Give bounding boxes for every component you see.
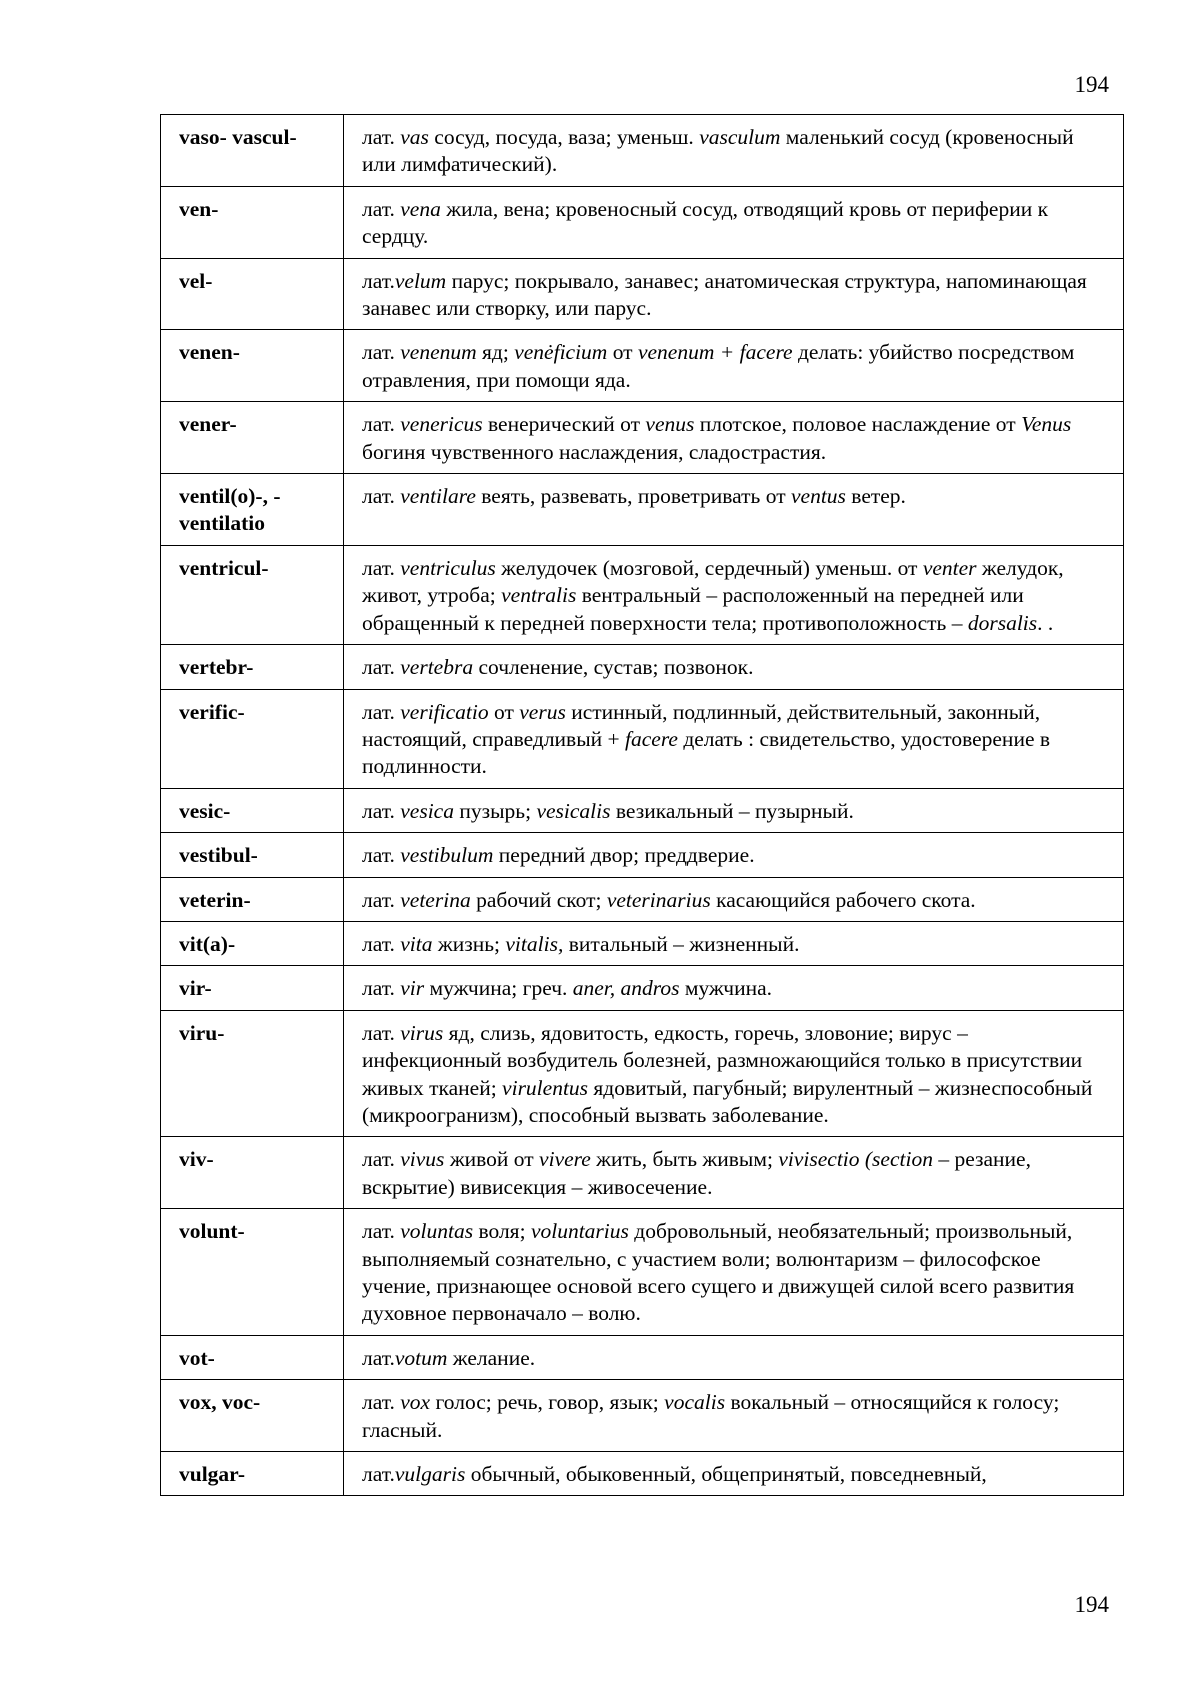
definition-latin-term: vasculum (699, 125, 781, 149)
definition-text: желудок, живот, утроба; (362, 555, 1064, 608)
definition-text: лат. (362, 412, 401, 437)
definition-latin-term: vir (400, 976, 425, 1001)
table-row (161, 186, 1124, 258)
entry-definition (344, 1380, 1124, 1452)
definition-text: резание, вскрытие) вивисекция – живосечение. (362, 1147, 1031, 1199)
definition-text: сочленение, сустав; позвонок. (473, 655, 754, 680)
table-row (161, 1452, 1124, 1496)
table-row (161, 877, 1124, 921)
definition-latin-term: venus (645, 412, 695, 437)
table-row (161, 645, 1124, 689)
table-row (161, 115, 1124, 187)
definition-latin-term: vivus (400, 1147, 445, 1172)
definition-latin-term: venericus (400, 412, 483, 437)
entry-term: vot- (161, 1335, 344, 1379)
definition-text: лат. (362, 798, 401, 823)
page-number-top: 194 (1074, 72, 1109, 97)
definition-text: лат. (362, 1020, 401, 1045)
entry-definition (344, 1452, 1124, 1496)
definition-text: вокальный – относящийся к голосу; гласный. (362, 1390, 1060, 1442)
definition-latin-term: verificatio (400, 699, 489, 724)
entry-definition (344, 921, 1124, 965)
table-row (161, 966, 1124, 1010)
entry-term: ventricul- (161, 545, 344, 644)
definition-latin-term: vita (400, 931, 433, 956)
entry-term: veterin- (161, 877, 344, 921)
entry-definition (344, 645, 1124, 689)
definition-text: ядовитый, пагубный; вирулентный – жизнеспособный (микроогранизм), способный вызвать заболевание. (362, 1075, 1093, 1127)
definition-text: лат. (362, 196, 401, 221)
entry-term: vener- (161, 402, 344, 474)
definition-latin-term: vivere (539, 1147, 591, 1172)
definition-latin-term: velum (394, 268, 447, 293)
entry-definition (344, 186, 1124, 258)
definition-latin-term: vena (400, 196, 441, 221)
entry-definition (344, 689, 1124, 788)
entry-term: vox, voc- (161, 1380, 344, 1452)
definition-text: лат. (362, 268, 395, 293)
table-row (161, 402, 1124, 474)
definition-text: богиня чувственного наслаждения, сладострастия. (362, 439, 827, 464)
table-row (161, 689, 1124, 788)
entry-definition (344, 966, 1124, 1010)
definition-text: жила, вена; кровеносный сосуд, отводящий кровь от периферии к сердцу. (362, 196, 1049, 249)
entry-term: volunt- (161, 1209, 344, 1336)
definition-text: вентральный – расположенный на передней или обращенный к передней поверхности тела; противоположность – (362, 583, 1024, 635)
definition-text: лат. (362, 125, 401, 149)
definition-text: воля; (473, 1219, 531, 1244)
definition-text: желудочек (мозговой, сердечный) уменьш. от (495, 555, 923, 580)
definition-text: ветер. (845, 484, 906, 509)
definition-text: лат. (362, 1147, 401, 1172)
entry-term: vestibul- (161, 833, 344, 877)
entry-definition (344, 1137, 1124, 1209)
table-row (161, 258, 1124, 330)
definition-text: желание. (447, 1345, 536, 1370)
entry-term: vaso- vascul- (161, 115, 344, 187)
definition-latin-term: veterina (400, 887, 471, 912)
entry-definition (344, 1010, 1124, 1137)
entry-term: viru- (161, 1010, 344, 1137)
definition-text: везикальный – пузырный. (610, 798, 854, 823)
definition-latin-term: facere (625, 726, 678, 751)
definition-text: от (607, 340, 638, 365)
definition-latin-term: dorsalis (967, 610, 1038, 635)
entry-term: ventil(o)-, - ventilatio (161, 474, 344, 546)
entry-term: vesic- (161, 788, 344, 832)
definition-latin-term: votum (394, 1345, 448, 1370)
table-row (161, 833, 1124, 877)
table-row (161, 921, 1124, 965)
definition-text: пузырь; (453, 798, 537, 823)
definition-text: мужчина. (679, 976, 772, 1001)
definition-text: плотское, половое наслаждение от (694, 412, 1022, 437)
definition-text: яд, слизь, ядовитость, едкость, горечь, зловоние; вирус – инфекционный возбудитель болезней, размножающийся только в присутствии живых тканей; (362, 1020, 1083, 1100)
entry-definition (344, 402, 1124, 474)
table-row (161, 545, 1124, 644)
entry-term: viv- (161, 1137, 344, 1209)
entry-term: vertebr- (161, 645, 344, 689)
definition-text: от (488, 699, 520, 724)
entry-definition (344, 877, 1124, 921)
definition-text: добровольный, необязательный; произвольный, выполняемый сознательно, с участием воли; волюнтаризм – философское учение, признающее основой всего сущего и движущей силой всего развития духовное первоначало – волю. (362, 1219, 1075, 1326)
definition-text: яд; (476, 340, 515, 365)
entry-term: ven- (161, 186, 344, 258)
entry-definition (344, 545, 1124, 644)
definition-text: лат. (362, 1390, 401, 1415)
definition-latin-term: ventilare (400, 484, 476, 509)
definition-latin-term: ventus (790, 484, 846, 509)
entry-term: vit(a)- (161, 921, 344, 965)
definition-text: маленький сосуд (кровеносный или лимфатический). (362, 125, 1074, 177)
definition-text: веять, развевать, проветривать от (475, 484, 791, 509)
definition-text: лат. (362, 1219, 401, 1244)
entry-definition (344, 258, 1124, 330)
definition-latin-term: vertebra (400, 655, 474, 680)
entry-definition (344, 1335, 1124, 1379)
entry-definition (344, 330, 1124, 402)
table-row (161, 788, 1124, 832)
table-row (161, 474, 1124, 546)
definition-latin-term: venenum (400, 340, 477, 365)
definition-latin-term: ventralis (501, 583, 577, 608)
table-row (161, 1380, 1124, 1452)
definition-text: лат. (362, 976, 401, 1001)
definition-text: лат. (362, 340, 401, 365)
definition-text: сосуд, посуда, ваза; уменьш. (428, 125, 700, 149)
definition-text: передний двор; преддверие. (493, 843, 755, 868)
definition-latin-term: virus (400, 1020, 444, 1045)
entry-term: venen- (161, 330, 344, 402)
entry-definition (344, 474, 1124, 546)
definition-latin-term: venėficium (514, 340, 608, 365)
entry-term: vel- (161, 258, 344, 330)
definition-latin-term: voluntarius (530, 1219, 629, 1244)
table-row (161, 330, 1124, 402)
definition-text: лат. (362, 484, 401, 509)
entry-term: verific- (161, 689, 344, 788)
definition-latin-term: veterinarius (606, 887, 711, 912)
definition-latin-term: vitalis, (505, 931, 564, 956)
definition-text: истинный, подлинный, действительный, законный, настоящий, справедливый + (362, 699, 1041, 751)
definition-latin-term: verus (519, 699, 566, 724)
definition-text: жить, быть живым; (590, 1147, 779, 1172)
entry-definition (344, 1209, 1124, 1336)
definition-text: лат. (362, 1345, 395, 1370)
definition-latin-term: venenum + facere (637, 340, 793, 365)
definition-text: лат. (362, 655, 401, 680)
definition-text: делать : свидетельство, удостоверение в подлинности. (362, 726, 1051, 779)
definition-text: голос; речь, говор, язык; (430, 1390, 665, 1415)
definition-text: мужчина; греч. (424, 976, 573, 1001)
definition-text: лат. (362, 843, 401, 868)
entry-term: vir- (161, 966, 344, 1010)
definition-latin-term: vesicalis (536, 798, 611, 823)
definition-text: лат. (362, 887, 401, 912)
definition-latin-term: ventriculus (400, 555, 496, 580)
definition-text: . . (1037, 610, 1054, 635)
definition-text: касающийся рабочего скота. (710, 887, 976, 912)
definition-latin-term: venter (922, 555, 977, 580)
definition-latin-term: vox (400, 1390, 431, 1415)
definition-text: лат. (362, 1462, 395, 1487)
definition-text: лат. (362, 699, 401, 724)
definition-text: делать: убийство посредством отравления, при помощи яда. (362, 340, 1075, 392)
definition-latin-term: virulentus (502, 1075, 589, 1100)
definition-text: жизнь; (432, 931, 506, 956)
definition-text: рабочий скот; (470, 887, 607, 912)
definition-text: живой от (444, 1147, 540, 1172)
definition-latin-term: voluntas (400, 1219, 474, 1244)
glossary-body (161, 115, 1124, 1496)
definition-text: витальный – жизненный. (563, 931, 800, 956)
definition-latin-term: vestibulum (400, 843, 494, 868)
definition-latin-term: aner, andros (572, 976, 680, 1001)
table-row (161, 1335, 1124, 1379)
entry-definition (344, 115, 1124, 187)
definition-latin-term: vivisectio (section – (778, 1147, 950, 1172)
definition-text: парус; покрывало, занавес; анатомическая структура, напоминающая занавес или створку, или парус. (362, 268, 1087, 321)
definition-text: лат. (362, 555, 401, 580)
definition-latin-term: vas (400, 125, 429, 149)
entry-term: vulgar- (161, 1452, 344, 1496)
page-number-bottom: 194 (1074, 1592, 1109, 1617)
entry-definition (344, 833, 1124, 877)
table-row (161, 1209, 1124, 1336)
definition-text: обычный, обыковенный, общепринятый, повседневный, (465, 1462, 987, 1487)
table-row (161, 1010, 1124, 1137)
definition-text: венерический от (482, 412, 646, 437)
definition-latin-term: Venus (1021, 412, 1072, 437)
definition-latin-term: vulgaris (394, 1462, 466, 1487)
definition-latin-term: vocalis (664, 1390, 726, 1415)
entry-definition (344, 788, 1124, 832)
definition-text: лат. (362, 931, 401, 956)
definition-latin-term: vesica (400, 798, 454, 823)
glossary-table (160, 114, 1124, 1496)
table-row (161, 1137, 1124, 1209)
